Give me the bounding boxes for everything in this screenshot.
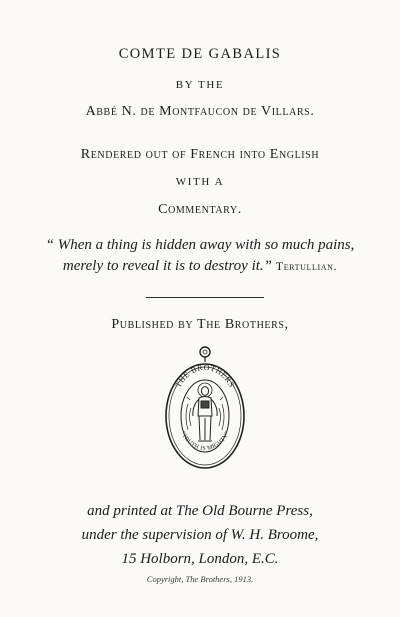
epigraph-line-1: “ When a thing is hidden away with so much pains, (45, 237, 355, 253)
epigraph-attribution: Tertullian. (275, 259, 338, 273)
svg-text:"TRUTH IS MIGHTY": "TRUTH IS MIGHTY" (179, 430, 231, 452)
author-name: Abbé N. de Montfaucon de Villars. (85, 104, 315, 119)
commentary-line: Commentary. (158, 202, 242, 217)
epigraph-line-2 (0, 258, 400, 275)
with-line: WITH A (175, 176, 225, 188)
imprint-line-1: and printed at The Old Bourne Press, (87, 503, 313, 519)
imprint-line-2: under the supervision of W. H. Broome, (81, 527, 319, 543)
book-title: COMTE DE GABALIS (118, 46, 282, 62)
by-line: BY THE (175, 79, 225, 91)
imprint-address: 15 Holborn, London, E.C. (121, 551, 279, 567)
publisher-line: Published by The Brothers, (111, 317, 289, 332)
brothers-seal-emblem (160, 344, 250, 474)
svg-text:THE BROTHERS: THE BROTHERS (173, 362, 237, 390)
divider-rule (146, 297, 264, 298)
translation-note: Rendered out of French into English (80, 147, 320, 162)
epigraph-text: merely to reveal it is to destroy it.” (62, 258, 273, 274)
copyright-line: Copyright, The Brothers, 1913. (146, 574, 254, 584)
